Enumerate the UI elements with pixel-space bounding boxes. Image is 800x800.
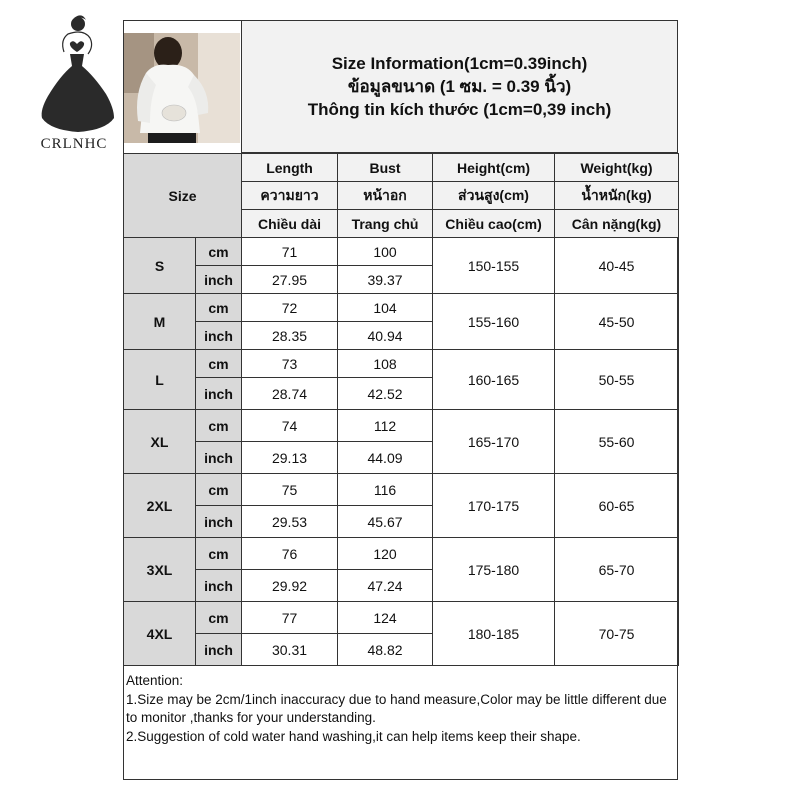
table-row bbox=[124, 602, 679, 634]
bust-inch-value: 48.82 bbox=[338, 634, 433, 666]
product-photo bbox=[124, 33, 240, 143]
weight-range-value: 40-45 bbox=[555, 238, 679, 294]
unit-cm-label: cm bbox=[196, 350, 242, 378]
col-header-bust-th: หน้าอก bbox=[338, 182, 433, 210]
height-range-value: 160-165 bbox=[433, 350, 555, 410]
col-header-weight-en: Weight(kg) bbox=[555, 154, 679, 182]
attention-notes bbox=[126, 672, 674, 746]
attention-title: Attention: bbox=[126, 673, 184, 688]
size-label: XL bbox=[124, 410, 196, 474]
height-range-value: 175-180 bbox=[433, 538, 555, 602]
col-header-length-vi: Chiều dài bbox=[242, 210, 338, 238]
length-inch-value: 29.92 bbox=[242, 570, 338, 602]
length-cm-value: 72 bbox=[242, 294, 338, 322]
unit-inch-label: inch bbox=[196, 570, 242, 602]
unit-inch-label: inch bbox=[196, 266, 242, 294]
weight-range-value: 70-75 bbox=[555, 602, 679, 666]
size-label: S bbox=[124, 238, 196, 294]
bust-cm-value: 100 bbox=[338, 238, 433, 266]
bust-inch-value: 45.67 bbox=[338, 506, 433, 538]
unit-cm-label: cm bbox=[196, 602, 242, 634]
unit-cm-label: cm bbox=[196, 294, 242, 322]
size-info-en: Size Information(1cm=0.39inch) bbox=[331, 54, 588, 73]
length-cm-value: 73 bbox=[242, 350, 338, 378]
weight-range-value: 65-70 bbox=[555, 538, 679, 602]
brand-name: CRLNHC bbox=[40, 136, 108, 152]
size-info-header bbox=[241, 21, 677, 153]
length-inch-value: 29.53 bbox=[242, 506, 338, 538]
weight-range-value: 55-60 bbox=[555, 410, 679, 474]
table-row bbox=[124, 410, 679, 442]
unit-cm-label: cm bbox=[196, 474, 242, 506]
length-inch-value: 28.35 bbox=[242, 322, 338, 350]
col-header-height-en: Height(cm) bbox=[433, 154, 555, 182]
length-inch-value: 30.31 bbox=[242, 634, 338, 666]
length-cm-value: 74 bbox=[242, 410, 338, 442]
col-header-length-th: ความยาว bbox=[242, 182, 338, 210]
table-row bbox=[124, 538, 679, 570]
size-label: M bbox=[124, 294, 196, 350]
length-cm-value: 76 bbox=[242, 538, 338, 570]
height-range-value: 180-185 bbox=[433, 602, 555, 666]
unit-inch-label: inch bbox=[196, 634, 242, 666]
unit-inch-label: inch bbox=[196, 378, 242, 410]
size-info-th: ข้อมูลขนาด (1 ซม. = 0.39 นิ้ว) bbox=[347, 77, 572, 96]
size-label: 2XL bbox=[124, 474, 196, 538]
height-range-value: 155-160 bbox=[433, 294, 555, 350]
col-header-weight-th: น้ำหนัก(kg) bbox=[555, 182, 679, 210]
dress-silhouette-icon bbox=[30, 10, 118, 134]
bust-cm-value: 108 bbox=[338, 350, 433, 378]
length-inch-value: 28.74 bbox=[242, 378, 338, 410]
col-header-height-th: ส่วนสูง(cm) bbox=[433, 182, 555, 210]
bust-inch-value: 42.52 bbox=[338, 378, 433, 410]
bust-inch-value: 47.24 bbox=[338, 570, 433, 602]
col-header-length-en: Length bbox=[242, 154, 338, 182]
size-info-vi: Thông tin kích thước (1cm=0,39 inch) bbox=[307, 100, 612, 119]
bust-cm-value: 104 bbox=[338, 294, 433, 322]
size-column-header: Size bbox=[124, 154, 242, 238]
bust-cm-value: 120 bbox=[338, 538, 433, 570]
bust-cm-value: 116 bbox=[338, 474, 433, 506]
unit-cm-label: cm bbox=[196, 410, 242, 442]
length-cm-value: 77 bbox=[242, 602, 338, 634]
table-row bbox=[124, 294, 679, 322]
col-header-bust-vi: Trang chủ bbox=[338, 210, 433, 238]
brand-logo bbox=[22, 10, 126, 150]
height-range-value: 150-155 bbox=[433, 238, 555, 294]
height-range-value: 165-170 bbox=[433, 410, 555, 474]
col-header-weight-vi: Cân nặng(kg) bbox=[555, 210, 679, 238]
size-label: 4XL bbox=[124, 602, 196, 666]
unit-inch-label: inch bbox=[196, 442, 242, 474]
bust-cm-value: 124 bbox=[338, 602, 433, 634]
size-label: 3XL bbox=[124, 538, 196, 602]
bust-inch-value: 39.37 bbox=[338, 266, 433, 294]
length-cm-value: 71 bbox=[242, 238, 338, 266]
bust-inch-value: 40.94 bbox=[338, 322, 433, 350]
table-row bbox=[124, 350, 679, 378]
bust-inch-value: 44.09 bbox=[338, 442, 433, 474]
weight-range-value: 50-55 bbox=[555, 350, 679, 410]
table-row bbox=[124, 238, 679, 266]
unit-inch-label: inch bbox=[196, 322, 242, 350]
length-cm-value: 75 bbox=[242, 474, 338, 506]
weight-range-value: 45-50 bbox=[555, 294, 679, 350]
unit-inch-label: inch bbox=[196, 506, 242, 538]
length-inch-value: 27.95 bbox=[242, 266, 338, 294]
weight-range-value: 60-65 bbox=[555, 474, 679, 538]
bust-cm-value: 112 bbox=[338, 410, 433, 442]
attention-line-1: 1.Size may be 2cm/1inch inaccuracy due to hand measure,Color may be little different due to monitor ,thanks for your understanding. bbox=[126, 691, 667, 725]
col-header-height-vi: Chiều cao(cm) bbox=[433, 210, 555, 238]
height-range-value: 170-175 bbox=[433, 474, 555, 538]
unit-cm-label: cm bbox=[196, 238, 242, 266]
unit-cm-label: cm bbox=[196, 538, 242, 570]
attention-line-2: 2.Suggestion of cold water hand washing,it can help items keep their shape. bbox=[126, 728, 581, 744]
table-row bbox=[124, 474, 679, 506]
col-header-bust-en: Bust bbox=[338, 154, 433, 182]
size-label: L bbox=[124, 350, 196, 410]
length-inch-value: 29.13 bbox=[242, 442, 338, 474]
size-table bbox=[123, 153, 679, 666]
